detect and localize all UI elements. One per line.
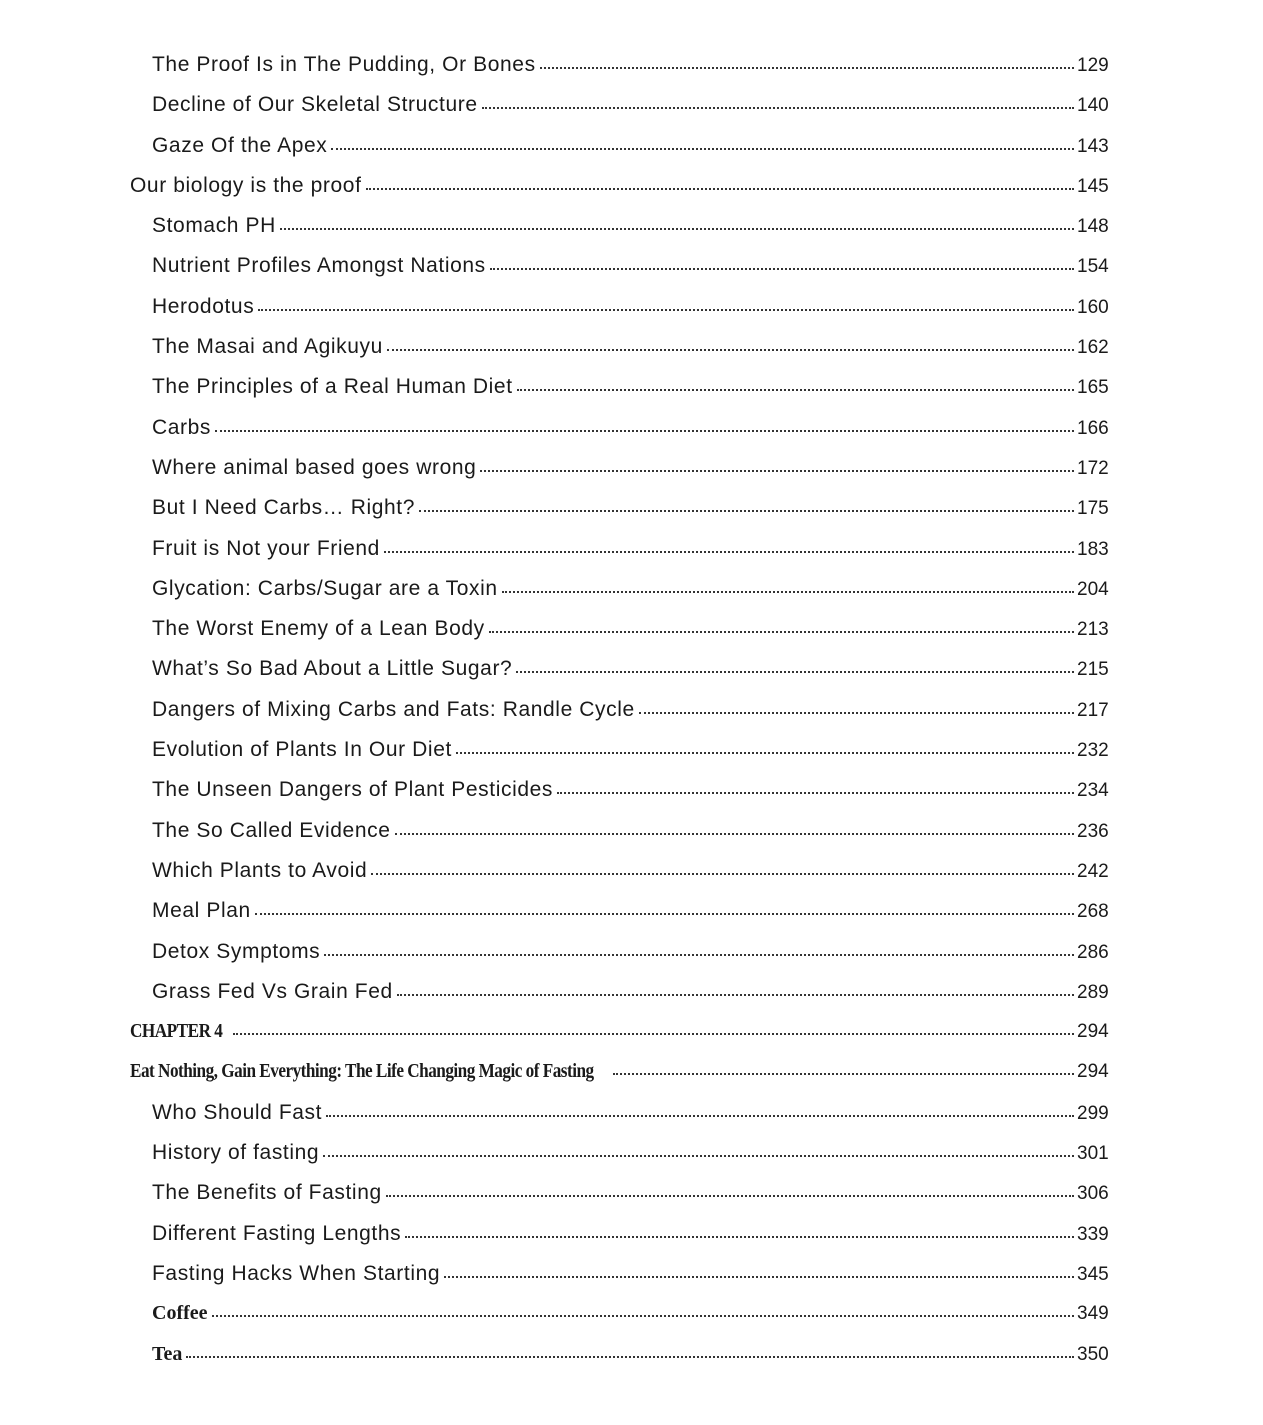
toc-entry-title: Coffee xyxy=(152,1302,208,1325)
toc-entry-title: Fruit is Not your Friend xyxy=(152,536,380,560)
toc-entry-title: Carbs xyxy=(152,415,212,439)
toc-entry[interactable] xyxy=(0,690,1263,730)
toc-entry-title: The Worst Enemy of a Lean Body xyxy=(152,617,485,641)
dot-leader xyxy=(215,428,1074,432)
toc-entry-title: Eat Nothing, Gain Everything: The Life Changing Magic of Fasting xyxy=(130,1060,594,1083)
dot-leader xyxy=(186,1354,1074,1358)
toc-entry-page-number: 204 xyxy=(1077,578,1109,600)
dot-leader xyxy=(395,831,1075,835)
toc-entry-page-number: 148 xyxy=(1077,216,1109,238)
toc-entry[interactable] xyxy=(0,126,1263,166)
toc-entry-page-number: 140 xyxy=(1077,95,1109,117)
dot-leader xyxy=(489,629,1074,633)
toc-entry-page-number: 183 xyxy=(1077,538,1109,560)
dot-leader xyxy=(371,871,1074,875)
toc-entry-page-number: 165 xyxy=(1077,377,1109,399)
toc-entry-page-number: 160 xyxy=(1077,296,1109,318)
toc-entry-title: Tea xyxy=(152,1342,183,1365)
toc-entry-title: Meal Plan xyxy=(152,899,251,923)
toc-entry-title: The So Called Evidence xyxy=(152,818,391,842)
toc-entry[interactable] xyxy=(0,1214,1263,1254)
dot-leader xyxy=(255,911,1074,915)
toc-entry-page-number: 242 xyxy=(1077,860,1109,882)
toc-entry-page-number: 175 xyxy=(1077,498,1109,520)
toc-entry-title: But I Need Carbs… Right? xyxy=(152,496,416,520)
toc-entry-page-number: 234 xyxy=(1077,780,1109,802)
toc-entry-page-number: 232 xyxy=(1077,740,1109,762)
toc-entry[interactable] xyxy=(0,609,1263,649)
dot-leader xyxy=(366,186,1074,190)
toc-entry-title: History of fasting xyxy=(152,1141,320,1165)
toc-entry[interactable] xyxy=(0,851,1263,891)
toc-entry-page-number: 129 xyxy=(1077,55,1109,76)
dot-leader xyxy=(324,952,1074,956)
dot-leader xyxy=(233,1031,1074,1035)
dot-leader xyxy=(540,65,1074,69)
toc-entry[interactable] xyxy=(0,649,1263,689)
toc-entry-title: Different Fasting Lengths xyxy=(152,1221,402,1245)
toc-entry[interactable] xyxy=(0,287,1263,327)
dot-leader xyxy=(557,790,1074,794)
toc-entry-title: The Masai and Agikuyu xyxy=(152,335,383,359)
toc-entry-title: Decline of Our Skeletal Structure xyxy=(152,93,478,117)
toc-entry-page-number: 215 xyxy=(1077,659,1109,681)
toc-entry[interactable] xyxy=(0,972,1263,1012)
toc-entry-title: The Principles of a Real Human Diet xyxy=(152,375,513,399)
dot-leader xyxy=(517,387,1074,391)
toc-entry[interactable] xyxy=(0,730,1263,770)
dot-leader xyxy=(419,508,1074,512)
toc-entry-title: Herodotus xyxy=(152,294,255,318)
toc-entry-title: Stomach PH xyxy=(152,214,276,238)
toc-entry[interactable] xyxy=(0,932,1263,972)
toc-entry-title: Grass Fed Vs Grain Fed xyxy=(152,979,393,1003)
toc-entry-page-number: 301 xyxy=(1077,1143,1109,1165)
toc-entry[interactable] xyxy=(0,770,1263,810)
toc-entry-page-number: 306 xyxy=(1077,1183,1109,1205)
dot-leader xyxy=(490,266,1074,270)
toc-entry[interactable] xyxy=(0,246,1263,286)
toc-entry-title: Fasting Hacks When Starting xyxy=(152,1261,441,1285)
toc-entry-title: Our biology is the proof xyxy=(130,173,362,197)
toc-entry[interactable] xyxy=(0,1294,1263,1334)
toc-entry[interactable] xyxy=(0,166,1263,206)
dot-leader xyxy=(397,992,1074,996)
dot-leader xyxy=(456,750,1074,754)
toc-entry[interactable] xyxy=(0,367,1263,407)
toc-entry-page-number: 145 xyxy=(1077,175,1109,197)
toc-entry-page-number: 294 xyxy=(1077,1061,1109,1083)
toc-entry[interactable] xyxy=(0,327,1263,367)
dot-leader xyxy=(331,146,1074,150)
toc-entry-page-number: 143 xyxy=(1077,135,1109,157)
toc-entry-title: CHAPTER 4 xyxy=(130,1020,223,1043)
toc-entry-page-number: 154 xyxy=(1077,256,1109,278)
toc-entry[interactable] xyxy=(0,529,1263,569)
toc-entry[interactable] xyxy=(0,891,1263,931)
dot-leader xyxy=(502,589,1074,593)
dot-leader xyxy=(326,1113,1074,1117)
toc-entry-page-number: 172 xyxy=(1077,457,1109,479)
toc-entry[interactable] xyxy=(0,1173,1263,1213)
toc-entry-page-number: 268 xyxy=(1077,901,1109,923)
toc-entry-page-number: 162 xyxy=(1077,337,1109,359)
toc-entry-page-number: 345 xyxy=(1077,1263,1109,1285)
toc-entry-page-number: 349 xyxy=(1077,1303,1109,1325)
toc-entry-page-number: 339 xyxy=(1077,1223,1109,1245)
toc-entry-page-number: 217 xyxy=(1077,699,1109,721)
toc-entry-title: Nutrient Profiles Amongst Nations xyxy=(152,254,486,278)
toc-entry-title: The Proof Is in The Pudding, Or Bones xyxy=(152,53,536,76)
toc-entry-title: Gaze Of the Apex xyxy=(152,133,328,157)
toc-entry-page-number: 294 xyxy=(1077,1021,1109,1043)
toc-entry-page-number: 166 xyxy=(1077,417,1109,439)
dot-leader xyxy=(516,669,1074,673)
toc-entry[interactable] xyxy=(0,1093,1263,1133)
toc-entry[interactable] xyxy=(0,1335,1263,1375)
toc-entry[interactable] xyxy=(0,85,1263,125)
toc-entry[interactable] xyxy=(0,1133,1263,1173)
toc-entry[interactable] xyxy=(0,206,1263,246)
toc-entry-title: What’s So Bad About a Little Sugar? xyxy=(152,657,513,681)
toc-entry-page-number: 289 xyxy=(1077,981,1109,1003)
dot-leader xyxy=(280,226,1074,230)
dot-leader xyxy=(258,307,1074,311)
dot-leader xyxy=(323,1153,1074,1157)
dot-leader xyxy=(639,710,1074,714)
toc-entry-title: Glycation: Carbs/Sugar are a Toxin xyxy=(152,576,498,600)
dot-leader xyxy=(384,549,1074,553)
toc-entry[interactable] xyxy=(0,1012,1263,1052)
dot-leader xyxy=(387,347,1074,351)
toc-entry[interactable] xyxy=(0,488,1263,528)
toc-entry[interactable] xyxy=(0,1254,1263,1294)
dot-leader xyxy=(444,1274,1074,1278)
toc-entry-title: The Unseen Dangers of Plant Pesticides xyxy=(152,778,554,802)
toc-entry-title: Who Should Fast xyxy=(152,1100,323,1124)
toc-entry-page-number: 299 xyxy=(1077,1102,1109,1124)
toc-entry[interactable] xyxy=(0,408,1263,448)
toc-entry-title: Dangers of Mixing Carbs and Fats: Randle Cycle xyxy=(152,697,635,721)
dot-leader xyxy=(482,105,1074,109)
table-of-contents xyxy=(0,45,1263,1375)
dot-leader xyxy=(613,1071,1074,1075)
toc-entry-title: Detox Symptoms xyxy=(152,939,321,963)
toc-entry-title: Which Plants to Avoid xyxy=(152,858,368,882)
toc-entry[interactable] xyxy=(0,45,1263,85)
toc-entry-page-number: 236 xyxy=(1077,820,1109,842)
dot-leader xyxy=(212,1313,1074,1317)
toc-entry-page-number: 350 xyxy=(1077,1343,1109,1365)
toc-entry[interactable] xyxy=(0,811,1263,851)
toc-entry-title: Evolution of Plants In Our Diet xyxy=(152,738,452,762)
toc-entry-page-number: 286 xyxy=(1077,941,1109,963)
toc-entry-title: Where animal based goes wrong xyxy=(152,455,477,479)
toc-entry[interactable] xyxy=(0,448,1263,488)
dot-leader xyxy=(386,1193,1074,1197)
toc-entry-title: The Benefits of Fasting xyxy=(152,1181,382,1205)
dot-leader xyxy=(480,468,1074,472)
toc-entry[interactable] xyxy=(0,569,1263,609)
toc-entry[interactable] xyxy=(0,1052,1263,1092)
toc-entry-page-number: 213 xyxy=(1077,619,1109,641)
dot-leader xyxy=(405,1234,1074,1238)
